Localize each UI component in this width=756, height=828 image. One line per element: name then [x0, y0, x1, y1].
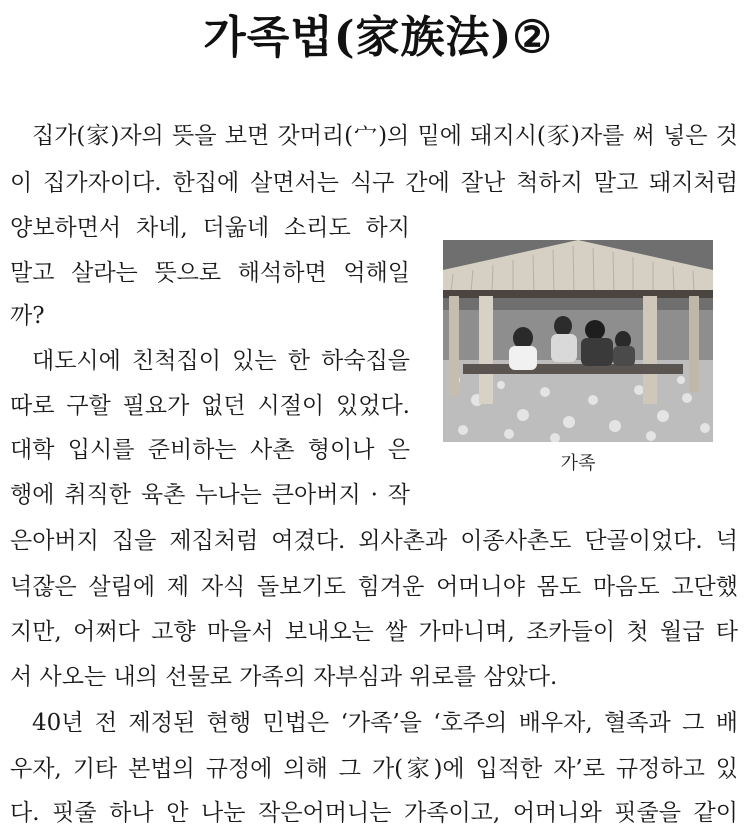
paragraph-line: 따로 구할 필요가 없던 시절이 있었다.	[10, 393, 410, 419]
paragraph-line: 말고 살라는 뜻으로 해석하면 억해일	[10, 260, 410, 286]
paragraph-line: 은아버지 집을 제집처럼 여겼다. 외사촌과 이종사촌도 단골이었다. 넉	[10, 528, 738, 554]
article-title: 가족법(家族法)②	[203, 12, 553, 63]
paragraph-line: 대학 입시를 준비하는 사촌 형이나 은	[10, 437, 410, 463]
photo-caption: 가족	[560, 453, 596, 474]
paragraph-line: 서 사오는 내의 선물로 가족의 자부심과 위로를 삼았다.	[10, 664, 558, 690]
paragraph-line: 까?	[10, 303, 45, 329]
paragraph-line: 행에 취직한 육촌 누나는 큰아버지 · 작	[10, 482, 410, 508]
paragraph-line: 넉잖은 살림에 제 자식 돌보기도 힘겨운 어머니야 몸도 마음도 고단했	[10, 574, 738, 600]
family-photo	[443, 240, 713, 442]
paragraph-line: 양보하면서 차네, 더욺네 소리도 하지	[10, 215, 410, 241]
paragraph-line: 집가(家)자의 뜻을 보면 갓머리(宀)의 밑에 돼지시(豕)자를 써 넣은 것	[32, 123, 738, 149]
paragraph-line: 40년 전 제정된 현행 민법은 ‘가족’을 ‘호주의 배우자, 혈족과 그 배	[32, 710, 738, 736]
paragraph-line: 지만, 어쩌다 고향 마을서 보내오는 쌀 가마니며, 조카들이 첫 월급 타	[10, 619, 738, 645]
paragraph-line: 대도시에 친척집이 있는 한 하숙집을	[32, 348, 410, 374]
paragraph-line: 이 집가자이다. 한집에 살면서는 식구 간에 잘난 척하지 말고 돼지처럼	[10, 170, 738, 196]
paragraph-line: 우자, 기타 본법의 규정에 의해 그 가(家)에 입적한 자’로 규정하고 있	[10, 756, 738, 782]
paragraph-line: 다. 핏줄 하나 안 나눈 작은어머니는 가족이고, 어머니와 핏줄을 같이	[10, 800, 738, 826]
